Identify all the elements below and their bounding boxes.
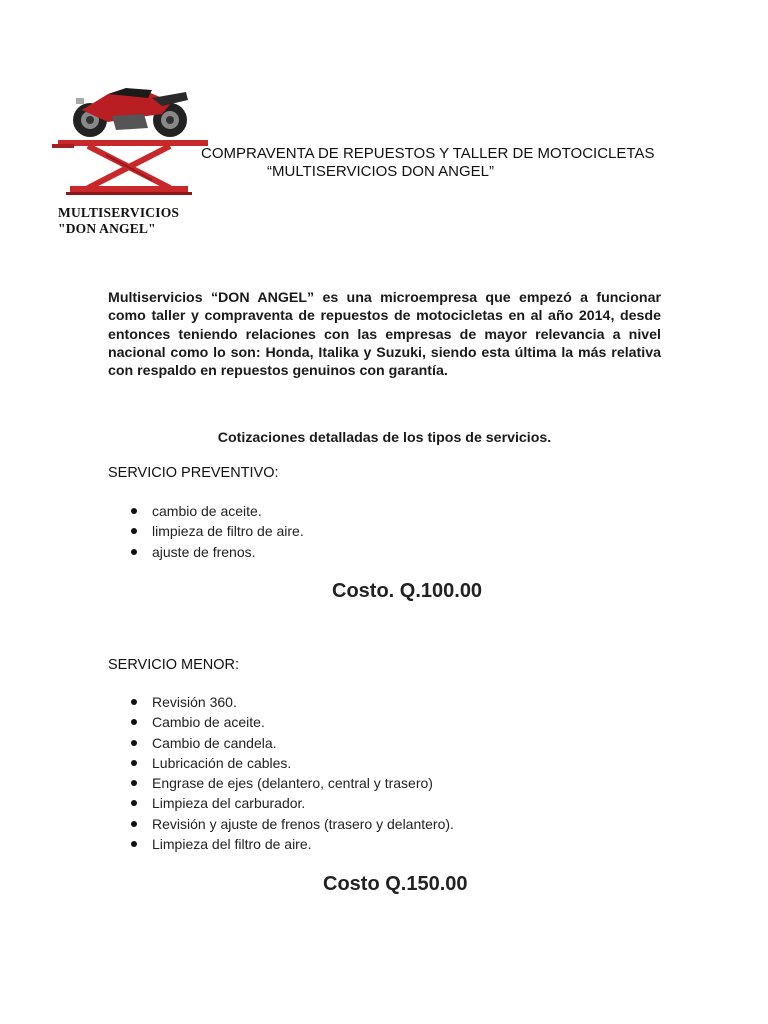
- title-line-2: “MULTISERVICIOS DON ANGEL”: [267, 163, 494, 180]
- list-item: Cambio de aceite.: [108, 712, 454, 732]
- list-item: Engrase de ejes (delantero, central y trasero): [108, 773, 454, 793]
- cost-preventivo: Costo. Q.100.00: [332, 580, 483, 602]
- document-title: [201, 145, 671, 181]
- list-item: limpieza de filtro de aire.: [108, 521, 304, 541]
- logo-line-2: "DON ANGEL": [58, 221, 156, 236]
- list-item: Cambio de candela.: [108, 733, 454, 753]
- list-item: ajuste de frenos.: [108, 542, 304, 562]
- list-item: Revisión 360.: [108, 692, 454, 712]
- motorcycle-lift-icon: [52, 88, 212, 203]
- list-item: Revisión y ajuste de frenos (trasero y delantero).: [108, 814, 454, 834]
- section-title-menor: SERVICIO MENOR:: [108, 657, 240, 673]
- list-item: Limpieza del filtro de aire.: [108, 834, 454, 854]
- preventivo-list: [108, 501, 304, 562]
- cost-menor: Costo Q.150.00: [323, 873, 468, 895]
- list-item: cambio de aceite.: [108, 501, 304, 521]
- intro-paragraph: Multiservicios “DON ANGEL” es una microempresa que empezó a funcionar como taller y compraventa de repuestos de motocicletas en al año 2014, desde entonces teniendo relaciones con las empresas de mayor relevancia a nivel nacional como lo son: Honda, Italika y Suzuki, siendo esta última la más relativa con respaldo en repuestos genuinos con garantía.: [108, 290, 661, 380]
- list-item: Lubricación de cables.: [108, 753, 454, 773]
- company-logo: [52, 88, 212, 238]
- logo-wordmark: [58, 205, 218, 237]
- section-title-preventivo: SERVICIO PREVENTIVO:: [108, 465, 279, 481]
- list-item: Limpieza del carburador.: [108, 793, 454, 813]
- title-line-1: COMPRAVENTA DE REPUESTOS Y TALLER DE MOTOCICLETAS: [201, 145, 655, 162]
- quotes-subtitle: Cotizaciones detalladas de los tipos de servicios.: [217, 430, 552, 446]
- menor-list: [108, 692, 454, 854]
- logo-line-1: MULTISERVICIOS: [58, 205, 180, 220]
